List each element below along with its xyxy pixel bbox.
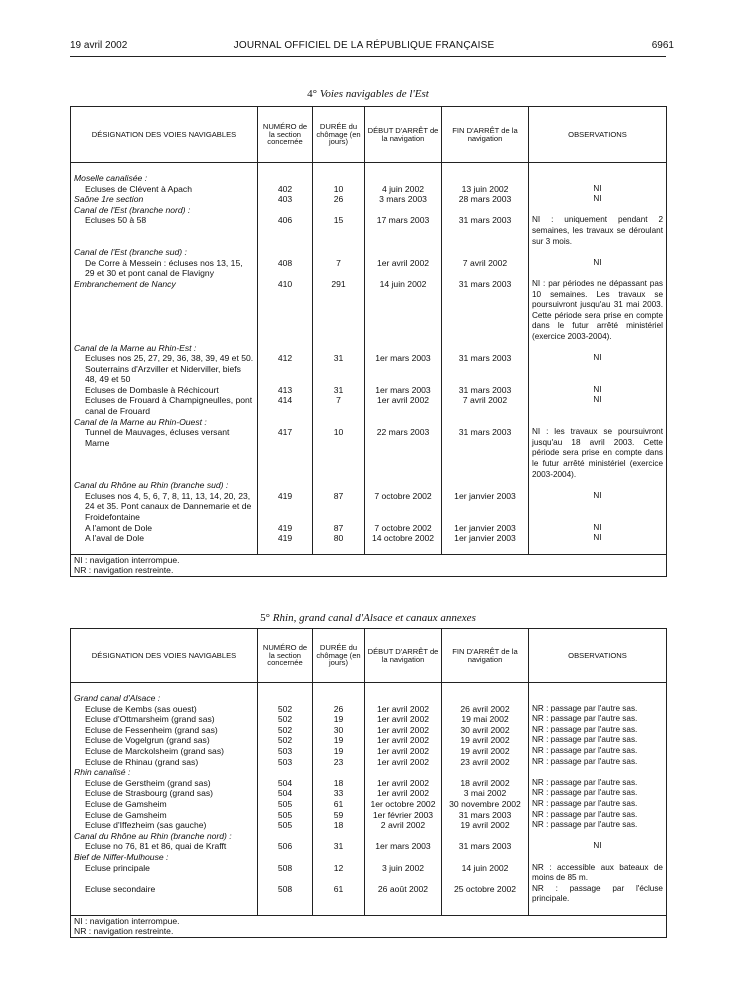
duration-cell: 15 bbox=[313, 215, 365, 247]
end-date-cell: 1er janvier 2003 bbox=[442, 533, 529, 544]
designation-cell: Ecluse principale bbox=[71, 863, 258, 884]
observations-cell: NI bbox=[529, 491, 667, 523]
end-date-cell: 31 mars 2003 bbox=[442, 353, 529, 385]
end-date-cell: 1er janvier 2003 bbox=[442, 523, 529, 534]
observations-cell: NI bbox=[529, 385, 667, 396]
designation-cell: Canal de l'Est (branche nord) : bbox=[71, 205, 258, 216]
duration-cell: 7 bbox=[313, 395, 365, 416]
observations-cell bbox=[529, 480, 667, 491]
designation-cell: Ecluse secondaire bbox=[71, 884, 258, 905]
end-date-cell bbox=[442, 767, 529, 778]
end-date-cell bbox=[442, 247, 529, 258]
designation-cell: Canal du Rhône au Rhin (branche nord) : bbox=[71, 831, 258, 842]
table-row bbox=[71, 735, 667, 746]
observations-cell: NR : passage par l'autre sas. bbox=[529, 820, 667, 831]
section-number-cell: 413 bbox=[258, 385, 313, 396]
start-date-cell: 1er février 2003 bbox=[365, 810, 442, 821]
end-date-cell: 3 mai 2002 bbox=[442, 788, 529, 799]
section-number-cell bbox=[258, 767, 313, 778]
end-date-cell: 31 mars 2003 bbox=[442, 215, 529, 247]
observations-cell bbox=[529, 831, 667, 842]
table-row bbox=[71, 714, 667, 725]
duration-cell: 26 bbox=[313, 704, 365, 715]
start-date-cell: 1er avril 2002 bbox=[365, 714, 442, 725]
section-number-cell: 504 bbox=[258, 788, 313, 799]
col-header-end: FIN D'ARRÊT de la navigation bbox=[442, 629, 529, 683]
col-header-duration: DURÉE du chômage (en jours) bbox=[313, 107, 365, 163]
end-date-cell: 19 avril 2002 bbox=[442, 735, 529, 746]
section-4-title bbox=[70, 88, 666, 100]
section-5-heading: Rhin, grand canal d'Alsace et canaux annexes bbox=[272, 612, 476, 624]
end-date-cell: 7 avril 2002 bbox=[442, 395, 529, 416]
table-row bbox=[71, 820, 667, 831]
observations-cell bbox=[529, 693, 667, 704]
table-row bbox=[71, 385, 667, 396]
table-row bbox=[71, 863, 667, 884]
section-number-cell: 506 bbox=[258, 841, 313, 852]
designation-cell: Canal de l'Est (branche sud) : bbox=[71, 247, 258, 258]
table-row bbox=[71, 533, 667, 544]
duration-cell: 31 bbox=[313, 353, 365, 385]
table-row bbox=[71, 491, 667, 523]
start-date-cell: 2 avril 2002 bbox=[365, 820, 442, 831]
subsection-row bbox=[71, 852, 667, 863]
duration-cell: 19 bbox=[313, 735, 365, 746]
section-number-cell: 502 bbox=[258, 714, 313, 725]
table-row bbox=[71, 184, 667, 195]
table-row bbox=[71, 757, 667, 768]
designation-cell: A l'amont de Dole bbox=[71, 523, 258, 534]
end-date-cell: 19 avril 2002 bbox=[442, 746, 529, 757]
subsection-row bbox=[71, 417, 667, 428]
start-date-cell bbox=[365, 852, 442, 863]
spacer-row bbox=[71, 163, 667, 174]
section-number-cell bbox=[258, 205, 313, 216]
duration-cell: 19 bbox=[313, 714, 365, 725]
observations-cell: NR : accessible aux bateaux de moins de 85 m. bbox=[529, 863, 667, 884]
observations-cell bbox=[529, 767, 667, 778]
observations-cell: NI bbox=[529, 353, 667, 385]
observations-cell: NI bbox=[529, 258, 667, 279]
legend-note: NI : navigation interrompue. bbox=[74, 554, 180, 565]
start-date-cell: 7 octobre 2002 bbox=[365, 523, 442, 534]
table-row bbox=[71, 353, 667, 385]
start-date-cell: 1er avril 2002 bbox=[365, 757, 442, 768]
designation-cell: Ecluse de Strasbourg (grand sas) bbox=[71, 788, 258, 799]
spacer-row bbox=[71, 905, 667, 916]
end-date-cell: 28 mars 2003 bbox=[442, 194, 529, 205]
legend-note: NR : navigation restreinte. bbox=[74, 565, 174, 576]
section-number-cell: 403 bbox=[258, 194, 313, 205]
start-date-cell bbox=[365, 767, 442, 778]
designation-cell: Ecluses de Clévent à Apach bbox=[71, 184, 258, 195]
subsection-row bbox=[71, 480, 667, 491]
observations-cell bbox=[529, 852, 667, 863]
designation-cell: Saône 1re section bbox=[71, 194, 258, 205]
start-date-cell: 1er avril 2002 bbox=[365, 725, 442, 736]
duration-cell: 80 bbox=[313, 533, 365, 544]
duration-cell: 12 bbox=[313, 863, 365, 884]
start-date-cell: 1er avril 2002 bbox=[365, 704, 442, 715]
start-date-cell bbox=[365, 831, 442, 842]
header-title: JOURNAL OFFICIEL DE LA RÉPUBLIQUE FRANÇAISE bbox=[233, 40, 495, 51]
col-header-start: DÉBUT D'ARRÊT de la navigation bbox=[365, 629, 442, 683]
table-header-row bbox=[71, 629, 667, 683]
start-date-cell: 7 octobre 2002 bbox=[365, 491, 442, 523]
end-date-cell: 25 octobre 2002 bbox=[442, 884, 529, 905]
section-number-cell: 414 bbox=[258, 395, 313, 416]
end-date-cell: 14 juin 2002 bbox=[442, 863, 529, 884]
section-number-cell bbox=[258, 480, 313, 491]
duration-cell: 30 bbox=[313, 725, 365, 736]
observations-cell: NR : passage par l'autre sas. bbox=[529, 810, 667, 821]
section-number-cell bbox=[258, 693, 313, 704]
subsection-row bbox=[71, 173, 667, 184]
observations-cell bbox=[529, 343, 667, 354]
designation-cell: A l'aval de Dole bbox=[71, 533, 258, 544]
section-number-cell: 508 bbox=[258, 884, 313, 905]
section-number-cell: 503 bbox=[258, 757, 313, 768]
designation-cell: Canal de la Marne au Rhin-Ouest : bbox=[71, 417, 258, 428]
start-date-cell: 1er mars 2003 bbox=[365, 385, 442, 396]
duration-cell: 19 bbox=[313, 746, 365, 757]
designation-cell: Ecluse d'Iffezheim (sas gauche) bbox=[71, 820, 258, 831]
end-date-cell: 31 mars 2003 bbox=[442, 279, 529, 343]
col-header-section: NUMÉRO de la section concernée bbox=[258, 107, 313, 163]
start-date-cell: 1er avril 2002 bbox=[365, 778, 442, 789]
observations-cell: NR : passage par l'autre sas. bbox=[529, 704, 667, 715]
table-row bbox=[71, 778, 667, 789]
end-date-cell bbox=[442, 343, 529, 354]
col-header-start: DÉBUT D'ARRÊT de la navigation bbox=[365, 107, 442, 163]
end-date-cell bbox=[442, 417, 529, 428]
duration-cell: 10 bbox=[313, 427, 365, 480]
duration-cell: 87 bbox=[313, 523, 365, 534]
designation-cell: Tunnel de Mauvages, écluses versant Marne bbox=[71, 427, 258, 480]
observations-cell: NR : passage par l'autre sas. bbox=[529, 757, 667, 768]
section-number-cell bbox=[258, 343, 313, 354]
designation-cell: De Corre à Messein : écluses nos 13, 15, 29 et 30 et pont canal de Flavigny bbox=[71, 258, 258, 279]
subsection-row bbox=[71, 693, 667, 704]
section-number-cell: 502 bbox=[258, 735, 313, 746]
observations-cell: NI bbox=[529, 395, 667, 416]
section-5-number: 5° bbox=[260, 612, 271, 624]
table-header-row bbox=[71, 107, 667, 163]
section-number-cell: 408 bbox=[258, 258, 313, 279]
section-number-cell: 412 bbox=[258, 353, 313, 385]
observations-cell: NI : par périodes ne dépassant pas 10 semaines. Les travaux se poursuivront jusqu'au 31 mai 2003. Cette période sera prise en compte dans le futur arrêté ministériel (exercice 2003-2004). bbox=[529, 279, 667, 343]
legend-note: NI : navigation interrompue. bbox=[74, 915, 180, 926]
duration-cell: 26 bbox=[313, 194, 365, 205]
duration-cell: 291 bbox=[313, 279, 365, 343]
end-date-cell bbox=[442, 831, 529, 842]
end-date-cell: 23 avril 2002 bbox=[442, 757, 529, 768]
section-4-number: 4° bbox=[307, 88, 318, 100]
duration-cell: 31 bbox=[313, 841, 365, 852]
start-date-cell: 1er octobre 2002 bbox=[365, 799, 442, 810]
observations-cell: NR : passage par l'autre sas. bbox=[529, 799, 667, 810]
duration-cell bbox=[313, 343, 365, 354]
table-row bbox=[71, 279, 667, 343]
duration-cell: 31 bbox=[313, 385, 365, 396]
designation-cell: Ecluse d'Ottmarsheim (grand sas) bbox=[71, 714, 258, 725]
end-date-cell: 13 juin 2002 bbox=[442, 184, 529, 195]
start-date-cell: 14 octobre 2002 bbox=[365, 533, 442, 544]
section-number-cell: 419 bbox=[258, 533, 313, 544]
duration-cell: 87 bbox=[313, 491, 365, 523]
designation-cell: Ecluse de Gerstheim (grand sas) bbox=[71, 778, 258, 789]
col-header-observations: OBSERVATIONS bbox=[529, 107, 667, 163]
section-4-table bbox=[70, 106, 667, 577]
duration-cell bbox=[313, 693, 365, 704]
observations-cell bbox=[529, 417, 667, 428]
spacer-row bbox=[71, 683, 667, 694]
duration-cell: 59 bbox=[313, 810, 365, 821]
table-row bbox=[71, 746, 667, 757]
start-date-cell: 17 mars 2003 bbox=[365, 215, 442, 247]
start-date-cell bbox=[365, 343, 442, 354]
end-date-cell: 30 novembre 2002 bbox=[442, 799, 529, 810]
end-date-cell: 31 mars 2003 bbox=[442, 841, 529, 852]
duration-cell: 61 bbox=[313, 799, 365, 810]
subsection-row bbox=[71, 343, 667, 354]
col-header-end: FIN D'ARRÊT de la navigation bbox=[442, 107, 529, 163]
section-number-cell: 505 bbox=[258, 820, 313, 831]
duration-cell bbox=[313, 831, 365, 842]
start-date-cell: 3 juin 2002 bbox=[365, 863, 442, 884]
table-row bbox=[71, 788, 667, 799]
observations-cell bbox=[529, 173, 667, 184]
observations-cell: NI bbox=[529, 841, 667, 852]
start-date-cell bbox=[365, 480, 442, 491]
section-number-cell: 410 bbox=[258, 279, 313, 343]
section-5-title bbox=[70, 612, 666, 624]
duration-cell: 18 bbox=[313, 820, 365, 831]
col-header-designation: DÉSIGNATION DES VOIES NAVIGABLES bbox=[71, 107, 258, 163]
section-number-cell bbox=[258, 173, 313, 184]
designation-cell: Moselle canalisée : bbox=[71, 173, 258, 184]
start-date-cell: 1er mars 2003 bbox=[365, 841, 442, 852]
observations-cell: NR : passage par l'écluse principale. bbox=[529, 884, 667, 905]
table-row bbox=[71, 704, 667, 715]
start-date-cell bbox=[365, 247, 442, 258]
designation-cell: Ecluse de Kembs (sas ouest) bbox=[71, 704, 258, 715]
legend-note: NR : navigation restreinte. bbox=[74, 926, 174, 937]
subsection-row bbox=[71, 205, 667, 216]
table-row bbox=[71, 523, 667, 534]
end-date-cell: 19 mai 2002 bbox=[442, 714, 529, 725]
section-4-body bbox=[71, 163, 667, 577]
duration-cell bbox=[313, 173, 365, 184]
designation-cell: Ecluse de Vogelgrun (grand sas) bbox=[71, 735, 258, 746]
observations-cell: NR : passage par l'autre sas. bbox=[529, 778, 667, 789]
start-date-cell bbox=[365, 173, 442, 184]
observations-cell: NI : uniquement pendant 2 semaines, les travaux se déroulant sur 3 mois. bbox=[529, 215, 667, 247]
observations-cell: NI bbox=[529, 533, 667, 544]
end-date-cell bbox=[442, 852, 529, 863]
designation-cell: Ecluses nos 25, 27, 29, 36, 38, 39, 49 et 50. Souterrains d'Arzviller et Niderviller, biefs 48, 49 et 50 bbox=[71, 353, 258, 385]
start-date-cell: 3 mars 2003 bbox=[365, 194, 442, 205]
observations-cell: NI bbox=[529, 194, 667, 205]
duration-cell: 33 bbox=[313, 788, 365, 799]
section-number-cell: 502 bbox=[258, 725, 313, 736]
section-number-cell: 419 bbox=[258, 523, 313, 534]
start-date-cell: 1er mars 2003 bbox=[365, 353, 442, 385]
end-date-cell bbox=[442, 173, 529, 184]
designation-cell: Ecluse de Gamsheim bbox=[71, 799, 258, 810]
designation-cell: Canal du Rhône au Rhin (branche sud) : bbox=[71, 480, 258, 491]
table-row bbox=[71, 841, 667, 852]
duration-cell bbox=[313, 205, 365, 216]
subsection-row bbox=[71, 247, 667, 258]
col-header-duration: DURÉE du chômage (en jours) bbox=[313, 629, 365, 683]
table-row bbox=[71, 395, 667, 416]
col-header-section: NUMÉRO de la section concernée bbox=[258, 629, 313, 683]
section-number-cell: 419 bbox=[258, 491, 313, 523]
legend-row bbox=[71, 554, 667, 576]
start-date-cell: 22 mars 2003 bbox=[365, 427, 442, 480]
duration-cell bbox=[313, 417, 365, 428]
duration-cell: 7 bbox=[313, 258, 365, 279]
page-header bbox=[70, 40, 674, 54]
duration-cell: 10 bbox=[313, 184, 365, 195]
table-row bbox=[71, 215, 667, 247]
designation-cell: Ecluses nos 4, 5, 6, 7, 8, 11, 13, 14, 20, 23, 24 et 35. Pont canaux de Dannemarie et de Froidefontaine bbox=[71, 491, 258, 523]
subsection-row bbox=[71, 831, 667, 842]
table-row bbox=[71, 884, 667, 905]
section-4-heading: Voies navigables de l'Est bbox=[319, 88, 429, 100]
start-date-cell bbox=[365, 205, 442, 216]
header-page-number: 6961 bbox=[651, 40, 674, 51]
designation-cell: Ecluse no 76, 81 et 86, quai de Krafft bbox=[71, 841, 258, 852]
table-row bbox=[71, 194, 667, 205]
end-date-cell: 30 avril 2002 bbox=[442, 725, 529, 736]
spacer-row bbox=[71, 544, 667, 555]
end-date-cell: 7 avril 2002 bbox=[442, 258, 529, 279]
section-number-cell bbox=[258, 852, 313, 863]
observations-cell: NI bbox=[529, 523, 667, 534]
observations-cell bbox=[529, 205, 667, 216]
duration-cell bbox=[313, 480, 365, 491]
section-number-cell: 406 bbox=[258, 215, 313, 247]
observations-cell: NR : passage par l'autre sas. bbox=[529, 725, 667, 736]
end-date-cell: 31 mars 2003 bbox=[442, 385, 529, 396]
col-header-designation: DÉSIGNATION DES VOIES NAVIGABLES bbox=[71, 629, 258, 683]
designation-cell: Embranchement de Nancy bbox=[71, 279, 258, 343]
start-date-cell: 26 août 2002 bbox=[365, 884, 442, 905]
end-date-cell bbox=[442, 480, 529, 491]
section-number-cell: 505 bbox=[258, 810, 313, 821]
header-date: 19 avril 2002 bbox=[70, 40, 128, 51]
designation-cell: Ecluses de Frouard à Champigneulles, pont canal de Frouard bbox=[71, 395, 258, 416]
designation-cell: Canal de la Marne au Rhin-Est : bbox=[71, 343, 258, 354]
observations-cell bbox=[529, 247, 667, 258]
duration-cell bbox=[313, 247, 365, 258]
observations-cell: NR : passage par l'autre sas. bbox=[529, 735, 667, 746]
designation-cell: Ecluse de Gamsheim bbox=[71, 810, 258, 821]
section-number-cell: 503 bbox=[258, 746, 313, 757]
duration-cell: 18 bbox=[313, 778, 365, 789]
table-row bbox=[71, 810, 667, 821]
legend-row bbox=[71, 915, 667, 937]
section-number-cell: 402 bbox=[258, 184, 313, 195]
end-date-cell bbox=[442, 205, 529, 216]
observations-cell: NR : passage par l'autre sas. bbox=[529, 714, 667, 725]
section-number-cell: 504 bbox=[258, 778, 313, 789]
end-date-cell bbox=[442, 693, 529, 704]
observations-cell: NR : passage par l'autre sas. bbox=[529, 788, 667, 799]
start-date-cell: 4 juin 2002 bbox=[365, 184, 442, 195]
start-date-cell: 1er avril 2002 bbox=[365, 395, 442, 416]
section-number-cell bbox=[258, 417, 313, 428]
col-header-observations: OBSERVATIONS bbox=[529, 629, 667, 683]
end-date-cell: 26 avril 2002 bbox=[442, 704, 529, 715]
duration-cell: 61 bbox=[313, 884, 365, 905]
table-row bbox=[71, 725, 667, 736]
end-date-cell: 19 avril 2002 bbox=[442, 820, 529, 831]
designation-cell: Ecluse de Rhinau (grand sas) bbox=[71, 757, 258, 768]
designation-cell: Bief de Niffer-Mulhouse : bbox=[71, 852, 258, 863]
start-date-cell: 1er avril 2002 bbox=[365, 735, 442, 746]
start-date-cell: 1er avril 2002 bbox=[365, 788, 442, 799]
section-number-cell: 417 bbox=[258, 427, 313, 480]
start-date-cell bbox=[365, 417, 442, 428]
legend-notes bbox=[71, 554, 667, 576]
duration-cell bbox=[313, 852, 365, 863]
table-row bbox=[71, 799, 667, 810]
section-number-cell: 508 bbox=[258, 863, 313, 884]
section-number-cell bbox=[258, 831, 313, 842]
table-row bbox=[71, 427, 667, 480]
section-number-cell: 502 bbox=[258, 704, 313, 715]
duration-cell: 23 bbox=[313, 757, 365, 768]
end-date-cell: 1er janvier 2003 bbox=[442, 491, 529, 523]
end-date-cell: 31 mars 2003 bbox=[442, 810, 529, 821]
section-number-cell: 505 bbox=[258, 799, 313, 810]
designation-cell: Rhin canalisé : bbox=[71, 767, 258, 778]
start-date-cell: 14 juin 2002 bbox=[365, 279, 442, 343]
designation-cell: Ecluses de Dombasle à Réchicourt bbox=[71, 385, 258, 396]
designation-cell: Grand canal d'Alsace : bbox=[71, 693, 258, 704]
section-5-table bbox=[70, 628, 667, 938]
header-rule bbox=[70, 56, 666, 57]
duration-cell bbox=[313, 767, 365, 778]
observations-cell: NI bbox=[529, 184, 667, 195]
designation-cell: Ecluses 50 à 58 bbox=[71, 215, 258, 247]
designation-cell: Ecluse de Marckolsheim (grand sas) bbox=[71, 746, 258, 757]
subsection-row bbox=[71, 767, 667, 778]
start-date-cell: 1er avril 2002 bbox=[365, 746, 442, 757]
start-date-cell bbox=[365, 693, 442, 704]
observations-cell: NR : passage par l'autre sas. bbox=[529, 746, 667, 757]
end-date-cell: 18 avril 2002 bbox=[442, 778, 529, 789]
legend-notes bbox=[71, 915, 667, 937]
designation-cell: Ecluse de Fessenheim (grand sas) bbox=[71, 725, 258, 736]
start-date-cell: 1er avril 2002 bbox=[365, 258, 442, 279]
section-number-cell bbox=[258, 247, 313, 258]
section-5-body bbox=[71, 683, 667, 938]
observations-cell: NI : les travaux se poursuivront jusqu'au 18 avril 2003. Cette période sera prise en compte dans le futur arrêté ministériel (exercice 2003-2004). bbox=[529, 427, 667, 480]
table-row bbox=[71, 258, 667, 279]
end-date-cell: 31 mars 2003 bbox=[442, 427, 529, 480]
